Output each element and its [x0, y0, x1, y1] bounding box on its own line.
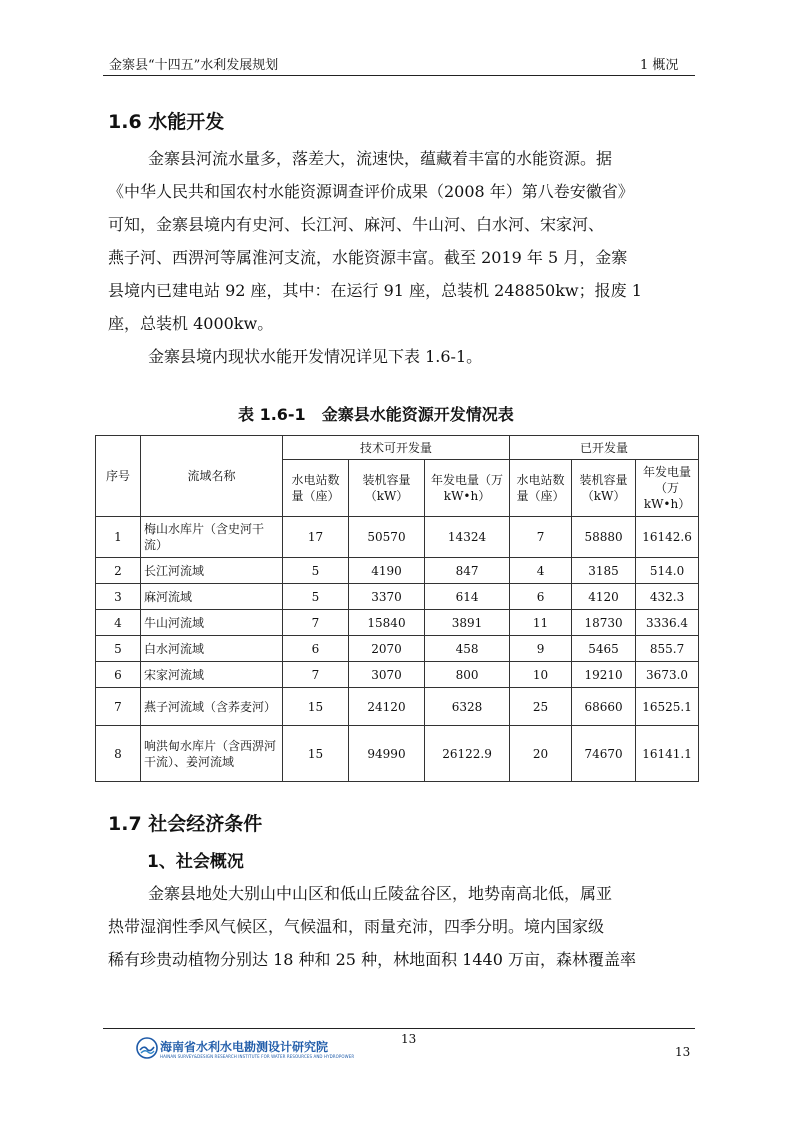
header-group-dev: 已开发量 — [510, 436, 699, 460]
table-cell: 6 — [283, 636, 349, 662]
table-cell: 432.3 — [636, 584, 699, 610]
table-cell: 58880 — [572, 517, 636, 558]
table-row — [96, 662, 699, 688]
sub-heading-social: 1、社会概况 — [147, 852, 244, 872]
table-row — [96, 636, 699, 662]
table-cell: 18730 — [572, 610, 636, 636]
paragraph-line: 燕子河、西淠河等属淮河支流，水能资源丰富。截至 2019 年 5 月，金寨 — [108, 248, 628, 267]
table-cell: 4120 — [572, 584, 636, 610]
paragraph-line: 金寨县河流水量多，落差大，流速快，蕴藏着丰富的水能资源。据 — [148, 149, 613, 168]
header-group-tech: 技术可开发量 — [283, 436, 510, 460]
header-sub: 装机容量（kW） — [349, 460, 425, 517]
header-chapter: 1 概况 — [640, 58, 679, 73]
table-cell: 2070 — [349, 636, 425, 662]
paragraph-line: 可知，金寨县境内有史河、长江河、麻河、牛山河、白水河、宋家河、 — [108, 215, 605, 234]
table-cell: 8 — [96, 726, 141, 782]
table-row — [96, 517, 699, 558]
table-cell: 6 — [96, 662, 141, 688]
table-row — [96, 688, 699, 726]
paragraph-line: 金寨县境内现状水能开发情况详见下表 1.6-1。 — [148, 347, 483, 366]
paragraph-line: 县境内已建电站 92 座，其中：在运行 91 座，总装机 248850kw；报废 1 — [108, 281, 642, 300]
table-caption: 表 1.6-1 金寨县水能资源开发情况表 — [238, 405, 514, 424]
table-cell: 17 — [283, 517, 349, 558]
table-cell: 7 — [510, 517, 572, 558]
table-cell: 燕子河流域（含荞麦河） — [141, 688, 283, 726]
paragraph-1-6 — [108, 142, 688, 373]
table-cell: 24120 — [349, 688, 425, 726]
table-cell: 梅山水库片（含史河干流） — [141, 517, 283, 558]
table-cell: 15 — [283, 688, 349, 726]
table-cell: 2 — [96, 558, 141, 584]
header-sub: 装机容量（kW） — [572, 460, 636, 517]
paragraph-line: 座，总装机 4000kw。 — [108, 314, 274, 333]
table-cell: 19210 — [572, 662, 636, 688]
institute-name: 海南省水利水电勘测设计研究院 — [160, 1040, 329, 1054]
header-doc-title: 金寨县“十四五”水利发展规划 — [109, 58, 279, 73]
paragraph-line: 稀有珍贵动植物分别达 18 种和 25 种，林地面积 1440 万亩，森林覆盖率 — [108, 950, 636, 969]
table-cell: 响洪甸水库片（含西淠河干流）、姜河流域 — [141, 726, 283, 782]
table-cell: 847 — [425, 558, 510, 584]
table-cell: 94990 — [349, 726, 425, 782]
table-cell: 牛山河流域 — [141, 610, 283, 636]
table-cell: 5 — [283, 558, 349, 584]
table-row — [96, 558, 699, 584]
footer-rule — [103, 1028, 695, 1029]
page-number-center: 13 — [401, 1032, 417, 1046]
table-cell: 白水河流域 — [141, 636, 283, 662]
table-cell: 3891 — [425, 610, 510, 636]
table-cell: 7 — [96, 688, 141, 726]
table-cell: 458 — [425, 636, 510, 662]
section-heading-1-6: 1.6 水能开发 — [108, 111, 225, 133]
table-cell: 800 — [425, 662, 510, 688]
header-sub: 年发电量（万 kW•h） — [425, 460, 510, 517]
institute-english-name: HAINAN SURVEY&DESIGN RESEARCH INSTITUTE FOR WATER RESOURCES AND HYDROPOWER — [160, 1054, 355, 1059]
table-cell: 6328 — [425, 688, 510, 726]
table-cell: 4 — [510, 558, 572, 584]
table-row — [96, 726, 699, 782]
table-cell: 4190 — [349, 558, 425, 584]
table-cell: 4 — [96, 610, 141, 636]
table-cell: 16525.1 — [636, 688, 699, 726]
table-cell: 5 — [283, 584, 349, 610]
table-cell: 10 — [510, 662, 572, 688]
institute-logo-icon — [136, 1037, 158, 1059]
table-cell: 16141.1 — [636, 726, 699, 782]
table-cell: 25 — [510, 688, 572, 726]
table-cell: 宋家河流域 — [141, 662, 283, 688]
table-cell: 麻河流域 — [141, 584, 283, 610]
table-cell: 1 — [96, 517, 141, 558]
header-basin: 流域名称 — [141, 436, 283, 517]
section-heading-1-7: 1.7 社会经济条件 — [108, 813, 263, 835]
table-cell: 26122.9 — [425, 726, 510, 782]
table-cell: 5465 — [572, 636, 636, 662]
table-cell: 7 — [283, 662, 349, 688]
page-number-right: 13 — [675, 1045, 691, 1059]
table-cell: 7 — [283, 610, 349, 636]
paragraph-line: 热带湿润性季风气候区，气候温和，雨量充沛，四季分明。境内国家级 — [108, 917, 605, 936]
table-cell: 614 — [425, 584, 510, 610]
hydropower-table — [95, 435, 699, 782]
table-cell: 16142.6 — [636, 517, 699, 558]
table-cell: 长江河流域 — [141, 558, 283, 584]
table-cell: 3370 — [349, 584, 425, 610]
table-row — [96, 610, 699, 636]
table-cell: 3070 — [349, 662, 425, 688]
table-row — [96, 584, 699, 610]
table-cell: 14324 — [425, 517, 510, 558]
table-cell: 50570 — [349, 517, 425, 558]
table-cell: 3185 — [572, 558, 636, 584]
table-cell: 3336.4 — [636, 610, 699, 636]
table-cell: 6 — [510, 584, 572, 610]
table-cell: 3 — [96, 584, 141, 610]
header-sub: 水电站数量（座） — [510, 460, 572, 517]
institute-logo — [136, 1037, 158, 1059]
header-seq: 序号 — [96, 436, 141, 517]
paragraph-1-7 — [108, 877, 688, 976]
paragraph-line: 《中华人民共和国农村水能资源调查评价成果（2008 年）第八卷安徽省》 — [108, 182, 634, 201]
table-cell: 514.0 — [636, 558, 699, 584]
header-rule — [103, 75, 695, 76]
header-sub: 年发电量（万kW•h） — [636, 460, 699, 517]
table-cell: 74670 — [572, 726, 636, 782]
table-cell: 3673.0 — [636, 662, 699, 688]
header-sub: 水电站数量（座） — [283, 460, 349, 517]
table-cell: 20 — [510, 726, 572, 782]
table-cell: 9 — [510, 636, 572, 662]
table-cell: 5 — [96, 636, 141, 662]
table-cell: 11 — [510, 610, 572, 636]
table-cell: 855.7 — [636, 636, 699, 662]
table-cell: 15 — [283, 726, 349, 782]
paragraph-line: 金寨县地处大别山中山区和低山丘陵盆谷区，地势南高北低，属亚 — [148, 884, 613, 903]
table-cell: 68660 — [572, 688, 636, 726]
table-cell: 15840 — [349, 610, 425, 636]
